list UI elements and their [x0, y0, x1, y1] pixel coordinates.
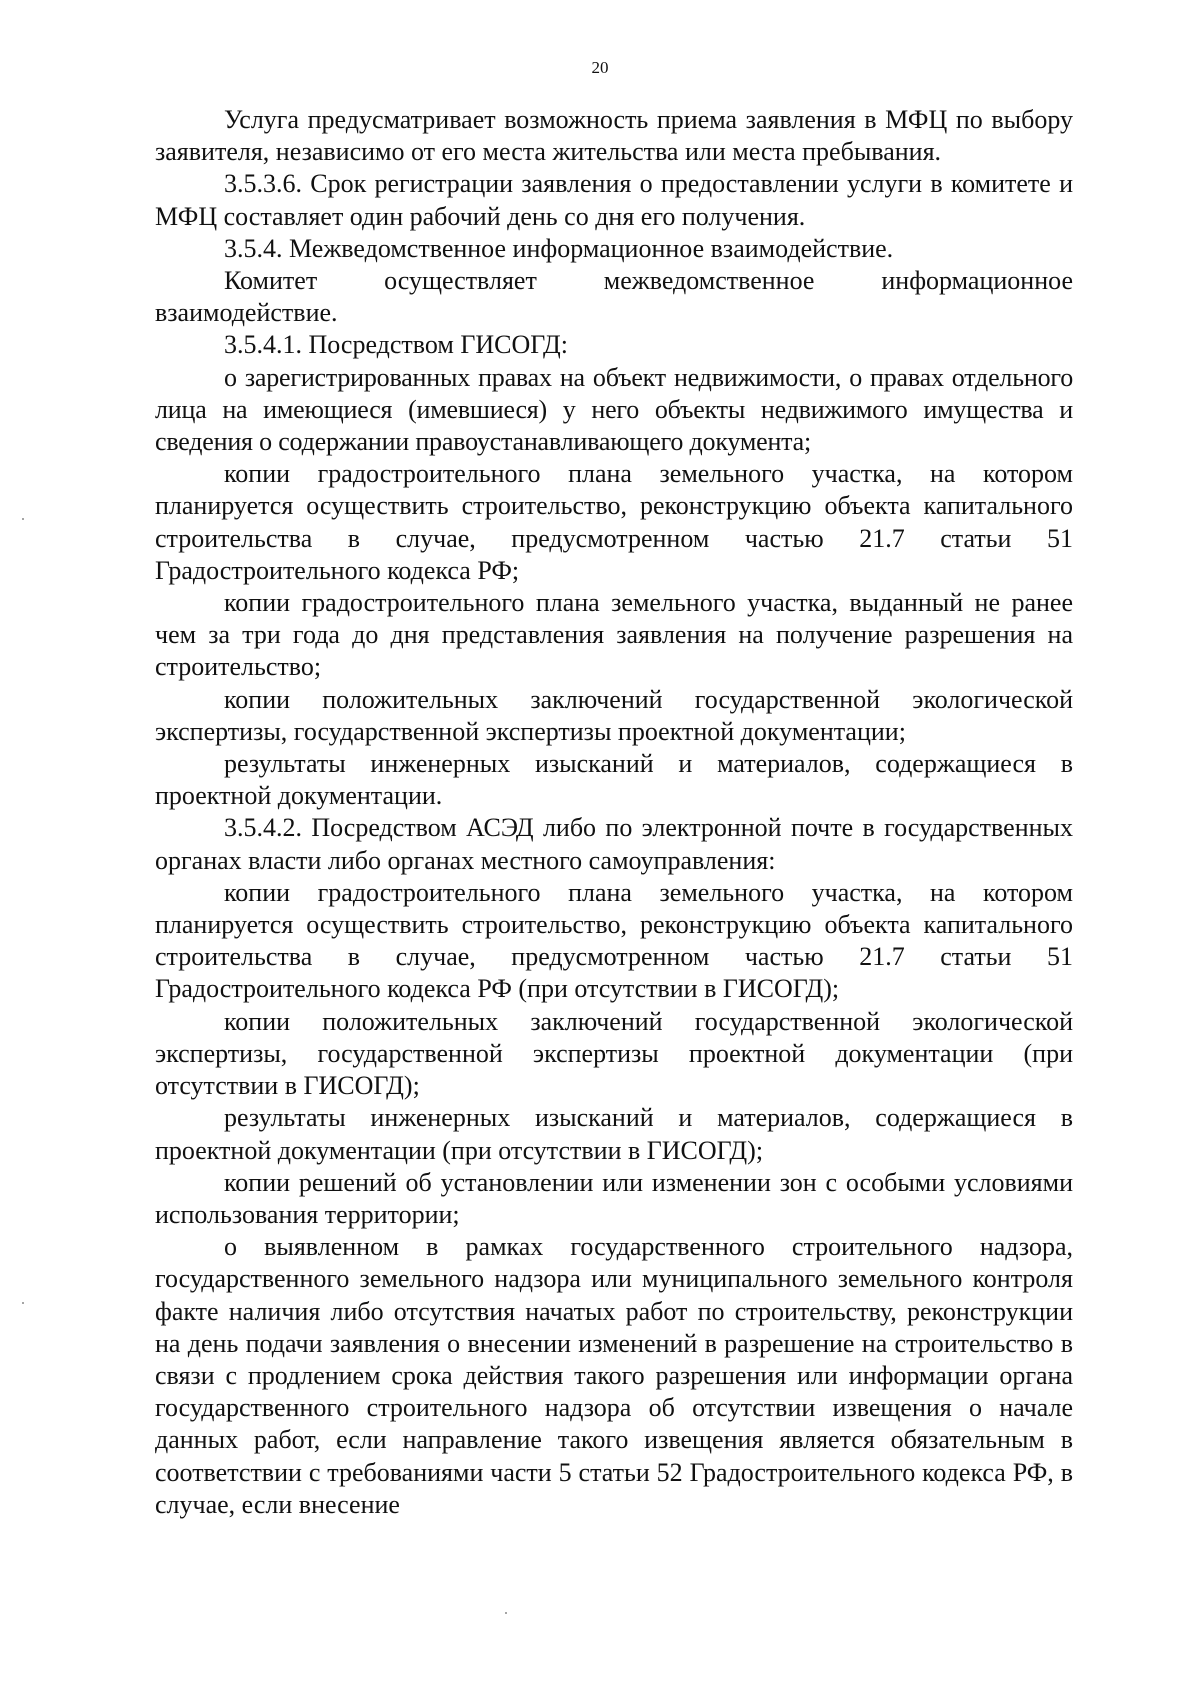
paragraph-service-reception: Услуга предусматривает возможность приема заявления в МФЦ по выбору заявителя, независимо от его места жительства или места пребывания.	[155, 105, 1073, 167]
list-item-urban-plan-copies: копии градостроительного плана земельного участка, на котором планируется осуществить строительство, реконструкцию объекта капитального строительства в случае, предусмотренном частью 21.7 статьи 51 Градостроительного кодекса РФ;	[155, 459, 1073, 585]
list-item-registered-rights: о зарегистрированных правах на объект недвижимости, о правах отдельного лица на имеющиеся (имевшиеся) у него объекты недвижимого имущества и сведения о содержании правоустанавливающего документа;	[155, 362, 1073, 457]
list-item-engineering-surveys-ased: результаты инженерных изысканий и материалов, содержащиеся в проектной документации (при отсутствии в ГИСОГД);	[155, 1103, 1073, 1165]
scan-speck	[505, 1612, 507, 1614]
scan-speck	[22, 518, 24, 520]
list-item-engineering-surveys: результаты инженерных изысканий и материалов, содержащиеся в проектной документации.	[155, 749, 1073, 811]
list-item-expertise-conclusions: копии положительных заключений государственной экологической экспертизы, государственной экспертизы проектной документации;	[155, 684, 1073, 746]
list-item-expertise-conclusions-ased: копии положительных заключений государственной экологической экспертизы, государственной экспертизы проектной документации (при отсутствии в ГИСОГД);	[155, 1006, 1073, 1101]
paragraph-committee-interaction: Комитет осуществляет межведомственное информационное взаимодействие.	[155, 266, 1073, 328]
paragraph-gisogd-heading: 3.5.4.1. Посредством ГИСОГД:	[224, 330, 568, 360]
paragraph-ased-heading: 3.5.4.2. Посредством АСЭД либо по электронной почте в государственных органах власти либо органах местного самоуправления:	[155, 813, 1073, 875]
list-item-special-zones: копии решений об установлении или изменении зон с особыми условиями использования территории;	[155, 1167, 1073, 1229]
paragraph-registration-term: 3.5.3.6. Срок регистрации заявления о предоставлении услуги в комитете и МФЦ составляет один рабочий день со дня его получения.	[155, 169, 1073, 231]
paragraph-interagency-heading: 3.5.4. Межведомственное информационное взаимодействие.	[224, 233, 894, 263]
page-number: 20	[591, 58, 609, 77]
list-item-urban-plan-copies-ased: копии градостроительного плана земельного участка, на котором планируется осуществить строительство, реконструкцию объекта капитального строительства в случае, предусмотренном частью 21.7 статьи 51 Градостроительного кодекса РФ (при отсутствии в ГИСОГД);	[155, 877, 1073, 1004]
list-item-supervision-findings: о выявленном в рамках государственного строительного надзора, государственного земельного надзора или муниципального земельного контроля факте наличия либо отсутствия начатых работ по строительству, реконструкции на день подачи заявления о внесении изменений в разрешение на строительство в связи с продлением срока действия такого разрешения или информации органа государственного строительного надзора об отсутствии извещения о начале данных работ, если направление такого извещения является обязательным в соответствии с требованиями части 5 статьи 52 Градостроительного кодекса РФ, в случае, если внесение	[155, 1232, 1073, 1519]
list-item-urban-plan-issued: копии градостроительного плана земельного участка, выданный не ранее чем за три года до дня представления заявления на получение разрешения на строительство;	[155, 588, 1073, 682]
scan-speck	[22, 1302, 24, 1304]
document-body	[155, 104, 1073, 1521]
